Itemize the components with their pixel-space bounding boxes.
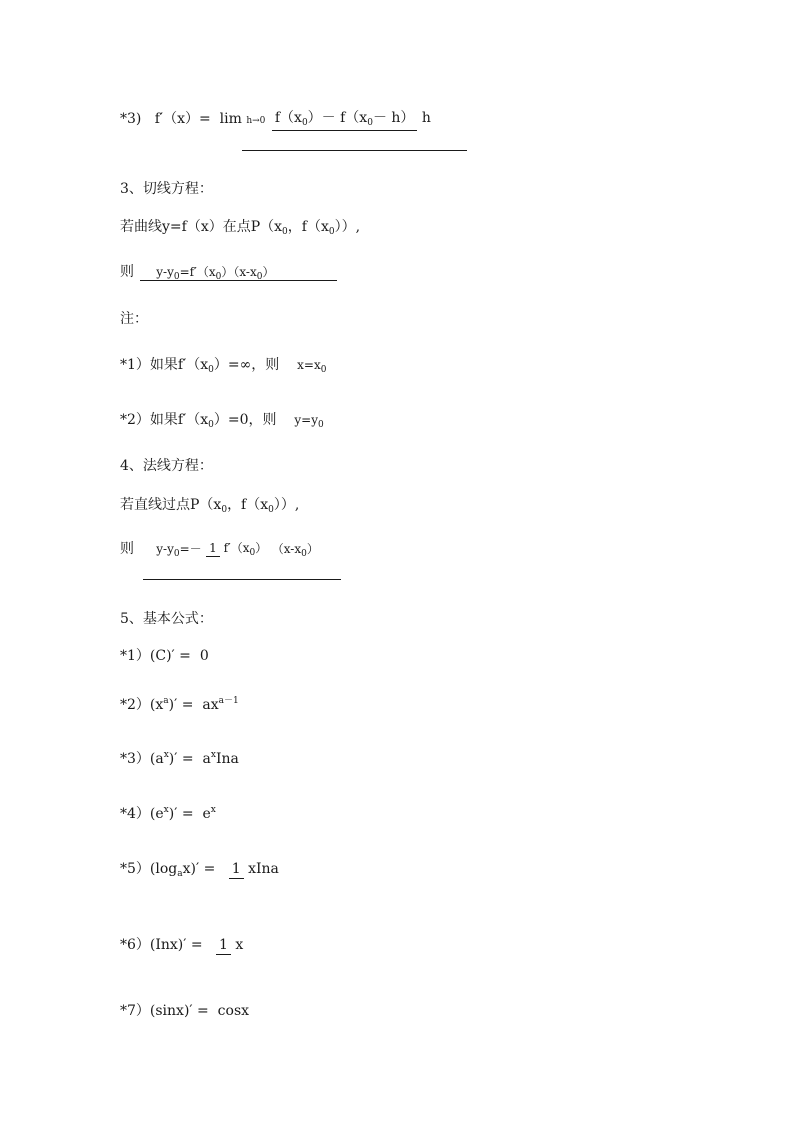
subscript: 0 xyxy=(301,549,307,559)
numerator: 1 xyxy=(206,541,220,557)
tangent-condition xyxy=(120,216,360,237)
lhs: *7）(sinx)′ = xyxy=(120,1003,209,1019)
text: （x-x xyxy=(271,542,302,556)
note-2 xyxy=(120,409,324,430)
normal-equation xyxy=(120,538,319,559)
subscript: 0 xyxy=(328,227,335,237)
denominator xyxy=(224,539,268,559)
formula-7 xyxy=(120,1000,249,1020)
denominator: h xyxy=(421,110,431,126)
text: ）=∞，则 xyxy=(213,357,280,373)
normal-condition xyxy=(120,494,299,515)
text: y=y xyxy=(294,413,318,427)
superscript: x xyxy=(210,750,216,760)
text: 则 xyxy=(120,541,134,557)
lhs: *3）(a xyxy=(120,751,164,767)
num-part: － h） xyxy=(372,110,415,126)
subscript: 0 xyxy=(173,272,180,282)
superscript: x xyxy=(210,805,216,815)
equation xyxy=(294,413,323,430)
text: 若直线过点P（x xyxy=(120,497,222,513)
rhs: cosx xyxy=(217,1003,250,1019)
text: x=x xyxy=(297,358,321,372)
lhs: *4）(e xyxy=(120,806,164,822)
equation-tail xyxy=(272,540,319,559)
fraction xyxy=(216,935,243,956)
subscript: 0 xyxy=(208,365,214,375)
formula-derivative-limit xyxy=(120,108,431,131)
text: ））, xyxy=(273,497,300,513)
section-3-title: 3、切线方程： xyxy=(120,181,213,197)
equation xyxy=(297,358,326,375)
lhs: f′（x）= xyxy=(154,111,211,128)
lhs: x)′ = xyxy=(182,861,216,877)
lhs: *6）(Inx)′ = xyxy=(120,937,203,953)
subscript: 0 xyxy=(215,272,222,282)
text: ））, xyxy=(334,219,361,235)
text: ）（x-x xyxy=(221,265,257,279)
superscript: a xyxy=(163,696,169,706)
section-5-title: 5、基本公式： xyxy=(120,611,213,627)
numerator xyxy=(272,110,418,131)
rhs: ax xyxy=(202,697,219,713)
item-label: *3) xyxy=(120,111,142,128)
formula-4 xyxy=(120,803,216,823)
lim-text: lim xyxy=(219,111,242,128)
formula-6 xyxy=(120,934,243,955)
numerator: 1 xyxy=(216,937,231,956)
text: *2）如果f′（x xyxy=(120,412,209,428)
denominator: x xyxy=(235,936,244,953)
lhs: )′ = xyxy=(168,806,194,822)
denominator: xIna xyxy=(248,860,279,877)
subscript: 0 xyxy=(221,505,228,515)
rhs: Ina xyxy=(215,751,239,767)
limit xyxy=(220,112,266,126)
subscript: 0 xyxy=(249,548,256,559)
rhs: e xyxy=(202,806,211,822)
text: y-y xyxy=(156,542,174,556)
lim-subscript: h→0 xyxy=(246,116,266,127)
text: =－ xyxy=(179,542,202,556)
subscript: 0 xyxy=(282,227,288,237)
text: ） xyxy=(262,265,275,279)
text: ） xyxy=(255,541,268,556)
text: y-y xyxy=(156,265,174,279)
subscript: a xyxy=(177,869,183,879)
difference-quotient xyxy=(272,108,431,131)
text: =f′（x xyxy=(179,265,216,279)
num-part: ）－ f（x xyxy=(307,110,368,126)
lhs: *2）(x xyxy=(120,697,164,713)
note-label: 注： xyxy=(120,311,148,327)
subscript: 0 xyxy=(256,272,263,282)
superscript: x xyxy=(163,805,169,815)
subscript: 0 xyxy=(268,505,274,515)
superscript: x xyxy=(163,750,169,760)
formula-5 xyxy=(120,858,279,879)
subscript: 0 xyxy=(367,118,373,128)
text: f′（x xyxy=(223,541,250,556)
note-1 xyxy=(120,354,326,375)
text: ，f（x xyxy=(287,219,329,235)
underline xyxy=(143,579,341,580)
subscript: 0 xyxy=(173,549,180,559)
fraction xyxy=(206,539,267,559)
lhs: *1）(C)′ = xyxy=(120,648,191,664)
lhs: *5）(log xyxy=(120,861,178,877)
fraction xyxy=(229,859,279,880)
text: ）=0，则 xyxy=(213,412,277,428)
formula-2 xyxy=(120,693,239,714)
formula-1 xyxy=(120,645,209,665)
section-4-title: 4、法线方程： xyxy=(120,458,213,474)
underline xyxy=(140,280,337,281)
formula-3 xyxy=(120,748,239,768)
text: 若曲线y=f（x）在点P（x xyxy=(120,219,283,235)
tangent-equation xyxy=(120,261,275,282)
lhs: )′ = xyxy=(168,751,194,767)
underline xyxy=(242,150,467,151)
rhs: a xyxy=(202,751,211,767)
subscript: 0 xyxy=(208,420,214,430)
numerator: 1 xyxy=(229,861,244,880)
subscript: 0 xyxy=(317,420,324,430)
text: 则 xyxy=(120,264,134,280)
lhs: )′ = xyxy=(168,697,194,713)
num-part: f（x xyxy=(274,110,302,126)
superscript: a－1 xyxy=(218,696,239,706)
equation xyxy=(156,540,201,559)
subscript: 0 xyxy=(320,365,327,375)
rhs: 0 xyxy=(199,648,209,664)
text: ） xyxy=(306,542,319,556)
text: ，f（x xyxy=(227,497,269,513)
subscript: 0 xyxy=(301,118,308,128)
text: *1）如果f′（x xyxy=(120,357,209,373)
